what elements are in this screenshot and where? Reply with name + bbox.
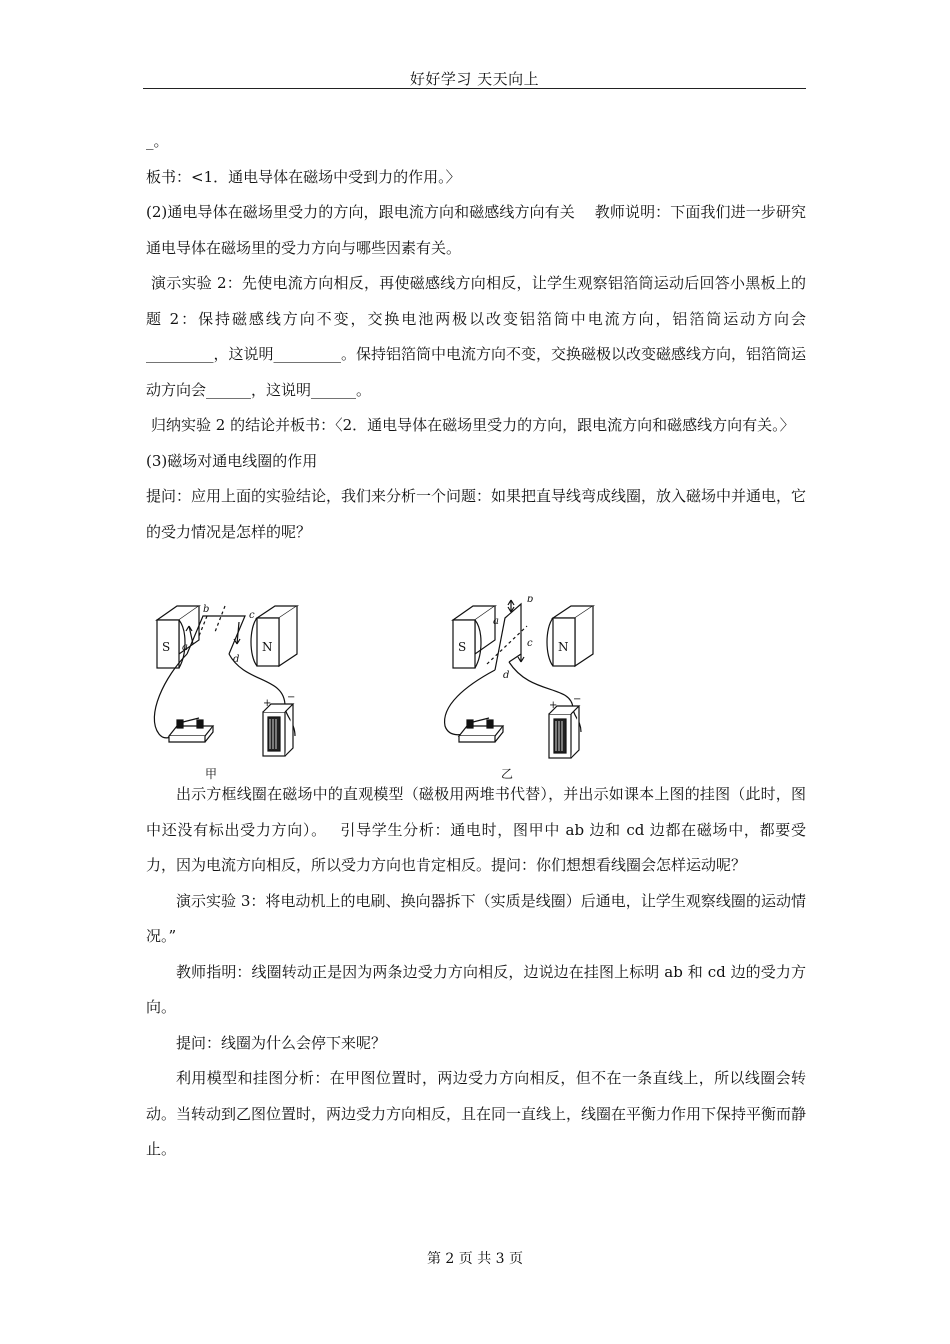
battery-minus: − [287, 692, 296, 703]
label-a: a [493, 616, 499, 627]
paragraph: 演示实验 3：将电动机上的电刷、换向器拆下（实质是线圈）后通电，让学生观察线圈的运动情况。” [146, 891, 806, 945]
label-b: b [527, 596, 534, 605]
paragraph: 教师指明：线圈转动正是因为两条边受力方向相反，边说边在挂图上标明 ab 和 cd 边的受力方向。 [146, 962, 806, 1016]
coil-in-magnetic-field-figure [145, 596, 615, 784]
paragraph: 利用模型和挂图分析：在甲图位置时，两边受力方向相反，但不在一条直线上，所以线圈会转动。当转动到乙图位置时，两边受力方向相反，且在同一直线上，线圈在平衡力作用下保持平衡而静止。 [146, 1069, 807, 1158]
label-c: c [249, 610, 255, 621]
switch [459, 718, 503, 742]
label-a: a [182, 642, 188, 653]
paragraph: 板书：<1．通电导体在磁场中受到力的作用。〉 [146, 167, 461, 186]
page-footer: 第 2 页 共 3 页 [426, 1251, 524, 1267]
label-d: d [503, 670, 510, 681]
header-rule [143, 88, 806, 89]
battery [263, 704, 293, 756]
paragraph: 演示实验 2：先使电流方向相反，再使磁感线方向相反，让学生观察铝箔筒运动后回答小黑板上的题 2：保持磁感线方向不变，交换电池两极以改变铝箔筒中电流方向，铝箔筒运动方向会_________，这说明_________。保持铝箔筒中电流方向不变，交换磁极以改变磁感线方向，铝箔筒运动方向会______，这说明______。 [146, 274, 807, 399]
paragraph: 提问：线圈为什么会停下来呢？ [176, 1033, 387, 1052]
label-b: b [203, 604, 210, 615]
paragraph: 出示方框线圈在磁场中的直观模型（磁极用两堆书代替），并出示如课本上图的挂图（此时，图中还没有标出受力方向）。 引导学生分析：通电时，图甲中 ab 边和 cd 边都在磁场中，都要受力，因为电流方向相反，所以受力方向也肯定相反。提问：你们想想看线圈会怎样运动呢？ [146, 785, 806, 874]
diagram-yi [445, 596, 593, 781]
label-d: d [233, 654, 240, 665]
paragraph: (2)通电导体在磁场里受力的方向，跟电流方向和磁感线方向有关 教师说明：下面我们进一步研究通电导体在磁场里的受力方向与哪些因素有关。 [146, 203, 806, 257]
caption-yi: 乙 [500, 767, 514, 781]
battery-minus: − [573, 694, 582, 705]
battery-plus: + [263, 698, 272, 709]
s-pole-label: S [162, 640, 171, 654]
paragraph: (3)磁场对通电线圈的作用 [146, 451, 318, 470]
label-c: c [527, 638, 533, 649]
n-magnet [547, 606, 593, 666]
s-magnet [453, 606, 495, 668]
diagram-jia [154, 604, 297, 781]
s-pole-label: S [458, 640, 467, 654]
s-magnet [157, 606, 199, 668]
n-magnet [251, 606, 297, 666]
paragraph: 归纳实验 2 的结论并板书：〈2．通电导体在磁场里受力的方向，跟电流方向和磁感线方向有关。〉 [151, 416, 795, 434]
caption-jia: 甲 [204, 767, 218, 781]
n-pole-label: N [558, 640, 569, 654]
page-header: 好好学习 天天向上 [409, 70, 540, 88]
paragraph: 提问：应用上面的实验结论，我们来分析一个问题：如果把直导线弯成线圈，放入磁场中并通电，它的受力情况是怎样的呢？ [146, 487, 807, 541]
battery-plus: + [549, 700, 558, 711]
n-pole-label: N [262, 640, 273, 654]
paragraph: _。 [146, 132, 169, 150]
switch [169, 718, 213, 742]
